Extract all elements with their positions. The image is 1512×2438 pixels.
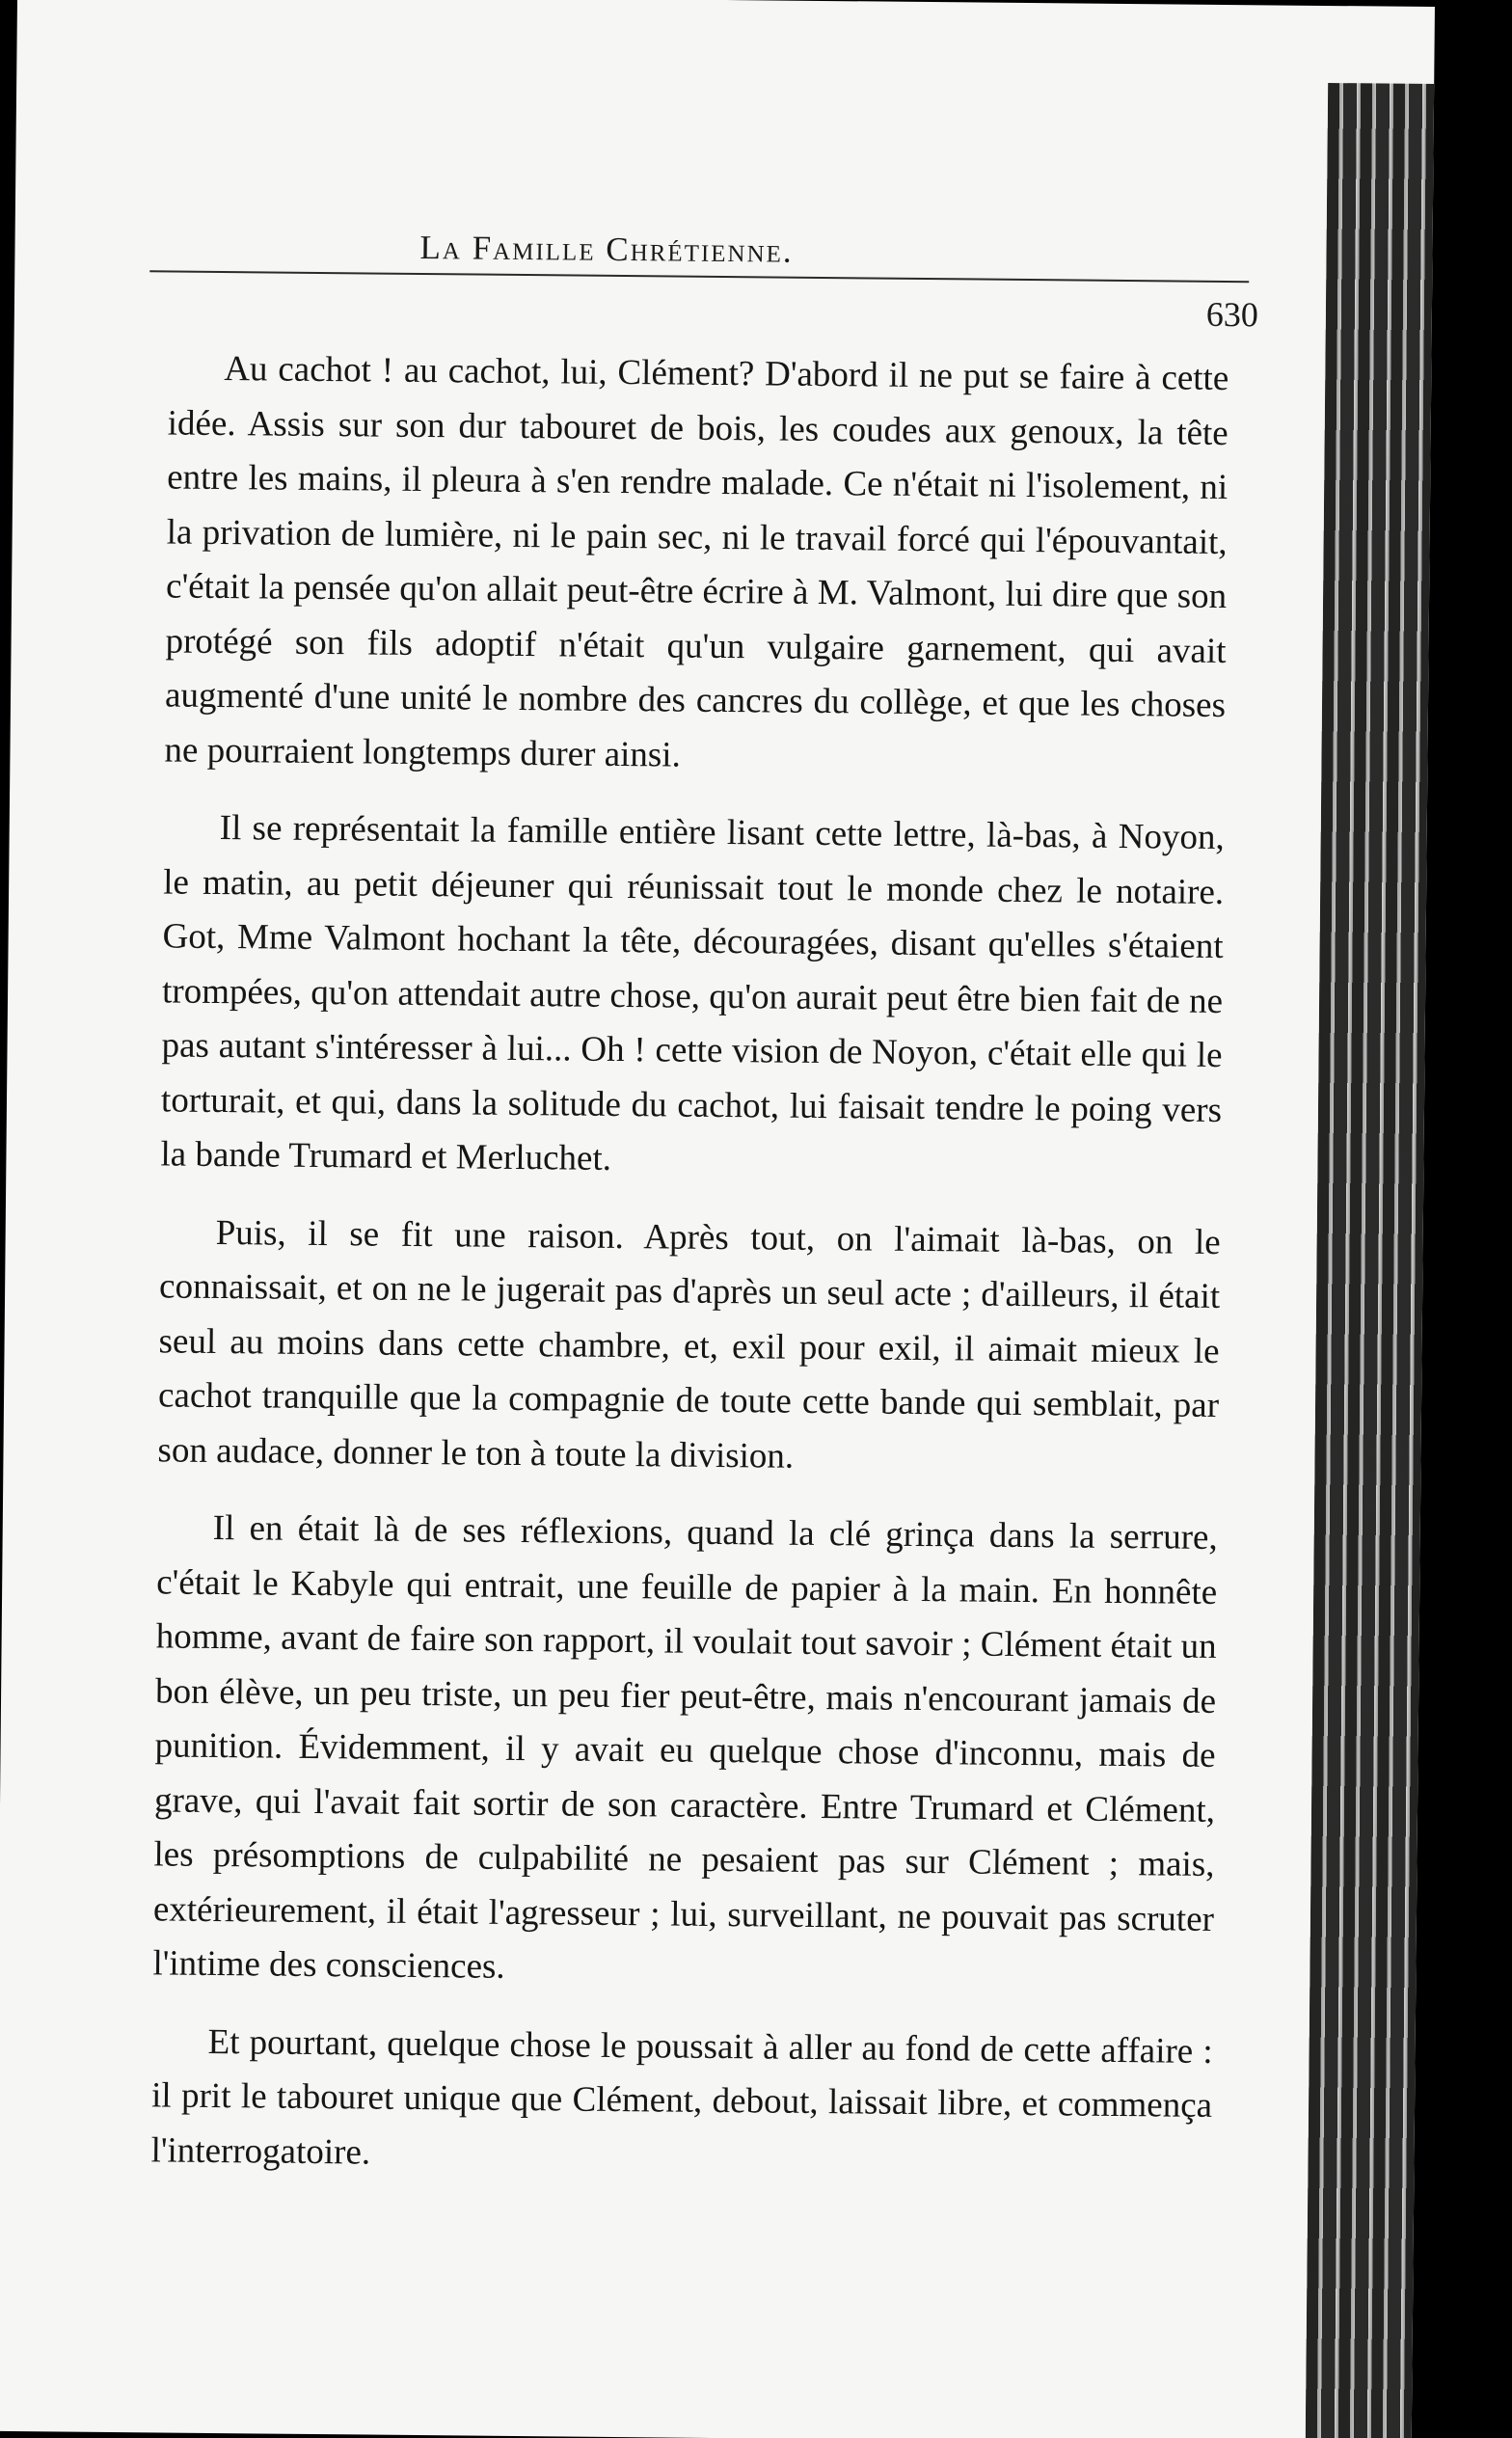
page-edges — [1306, 83, 1434, 2438]
running-head-title: La Famille Chrétienne. — [419, 228, 794, 270]
paragraph: Et pourtant, quelque chose le poussait à aller au fond de cette affaire : il prit le tabouret unique que Clément, debout, laissait libre, et commença l'interrogatoire. — [150, 2021, 1213, 2173]
paragraph: Puis, il se fit une raison. Après tout, on l'aimait là-bas, on le connaissait, et on ne le jugerait pas d'après un seul acte ; d'ailleurs, il était seul au moins dans cette chambre, et, exil pour exil, il aimait mieux le cachot tranquille que la compagnie de toute cette bande qui semblait, par son audace, donner le ton à toute la division. — [157, 1212, 1221, 1476]
paragraph: Au cachot ! au cachot, lui, Clément? D'abord il ne put se faire à cette idée. Assis sur son dur tabouret de bois, les coudes aux genoux, la tête entre les mains, il pleura à s'en rendre malade. Ce n'était ni l'isolement, ni la privation de lumière, ni le pain sec, ni le travail forcé qui l'épouvantait, c'était la pensée qu'on allait peut-être écrire à M. Valmont, lui dire que son protégé son fils adoptif n'était qu'un vulgaire garnement, qui avait augmenté d'une unité le nombre des cancres du collège, et que les choses ne pourraient longtemps durer ainsi. — [164, 349, 1229, 775]
page-content — [150, 226, 1259, 2173]
body-text — [150, 341, 1228, 2187]
running-head — [169, 226, 1259, 335]
header-rule — [149, 270, 1249, 283]
paragraph: Il se représentait la famille entière lisant cette lettre, là-bas, à Noyon, le matin, au petit déjeuner qui réunissait tout le monde chez le notaire. Got, Mme Valmont hochant la tête, découragées, disant qu'elles s'étaient trompées, qu'on attendait autre chose, qu'on aurait peut être bien fait de ne pas autant s'intéresser à lui... Oh ! cette vision de Noyon, c'était elle qui le torturait, et qui, dans la solitude du cachot, lui faisait tendre le poing vers la bande Trumard et Merluchet. — [160, 807, 1225, 1178]
paragraph: Il en était là de ses réflexions, quand la clé grinça dans la serrure, c'était le Kabyle qui entrait, une feuille de papier à la main. En honnête homme, avant de faire son rapport, il voulait tout savoir ; Clément était un bon élève, un peu triste, un peu fier peut-être, mais n'encourant jamais de punition. Évidemment, il y avait eu quelque chose d'inconnu, mais de grave, qui l'avait fait sortir de son caractère. Entre Trumard et Clément, les présomptions de culpabilité ne pesaient pas sur Clément ; mais, extérieurement, il était l'agresseur ; lui, surveillant, ne pouvait pas scruter l'intime des consciences. — [152, 1507, 1218, 1987]
page-number: 630 — [1205, 294, 1259, 335]
